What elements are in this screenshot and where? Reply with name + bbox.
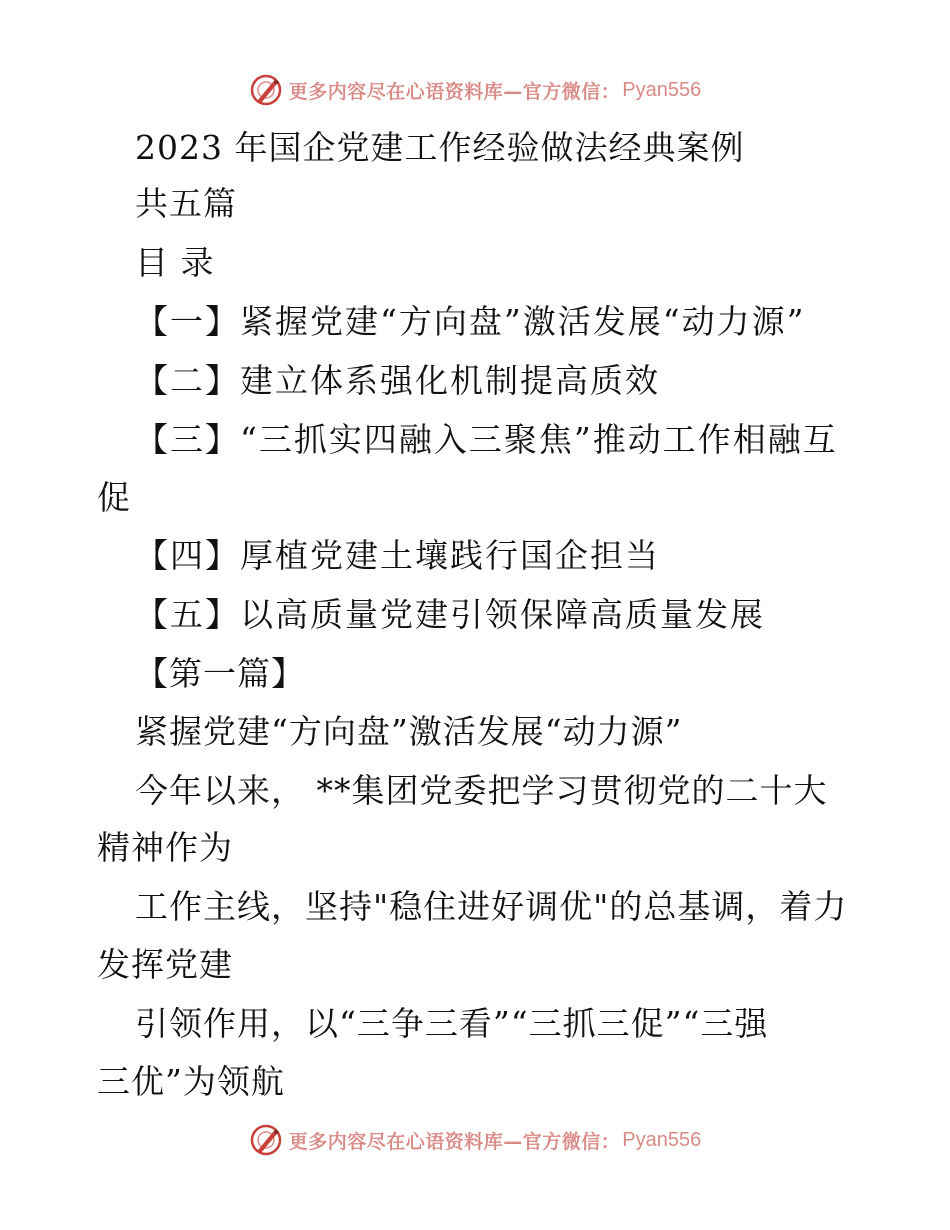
watermark-text: 更多内容尽在心语资料库—官方微信： xyxy=(288,1130,621,1153)
body-line: 三优”为领航 xyxy=(97,1062,285,1101)
toc-heading: 目 录 xyxy=(135,243,215,282)
toc-item-continuation: 促 xyxy=(97,478,131,517)
toc-item: 【二】建立体系强化机制提高质效 xyxy=(135,361,660,400)
watermark-id: Pyan556 xyxy=(622,78,702,101)
section-title: 紧握党建“方向盘”激活发展“动力源” xyxy=(135,712,683,751)
toc-item: 【五】以高质量党建引领保障高质量发展 xyxy=(135,595,765,634)
watermark-id: Pyan556 xyxy=(622,1128,702,1151)
body-line: 今年以来， **集团党委把学习贯彻党的二十大 xyxy=(135,771,828,810)
toc-item: 【三】“三抓实四融入三聚焦”推动工作相融互 xyxy=(135,420,838,459)
toc-item: 【一】紧握党建“方向盘”激活发展“动力源” xyxy=(135,302,806,341)
body-line: 引领作用，以“三争三看”“三抓三促”“三强 xyxy=(135,1004,769,1043)
body-line: 精神作为 xyxy=(97,828,233,867)
watermark-footer xyxy=(0,1118,950,1162)
body-line: 工作主线，坚持"稳住进好调优"的总基调，着力 xyxy=(135,887,848,926)
pen-logo-icon xyxy=(249,1123,283,1157)
watermark-text: 更多内容尽在心语资料库—官方微信： xyxy=(288,80,621,103)
body-line: 发挥党建 xyxy=(97,945,233,984)
section-label: 【第一篇】 xyxy=(135,654,305,693)
pen-logo-icon xyxy=(249,73,283,107)
document-subtitle: 共五篇 xyxy=(135,184,237,223)
watermark-header xyxy=(0,68,950,112)
document-title: 2023 年国企党建工作经验做法经典案例 xyxy=(135,128,745,167)
toc-item: 【四】厚植党建土壤践行国企担当 xyxy=(135,536,660,575)
